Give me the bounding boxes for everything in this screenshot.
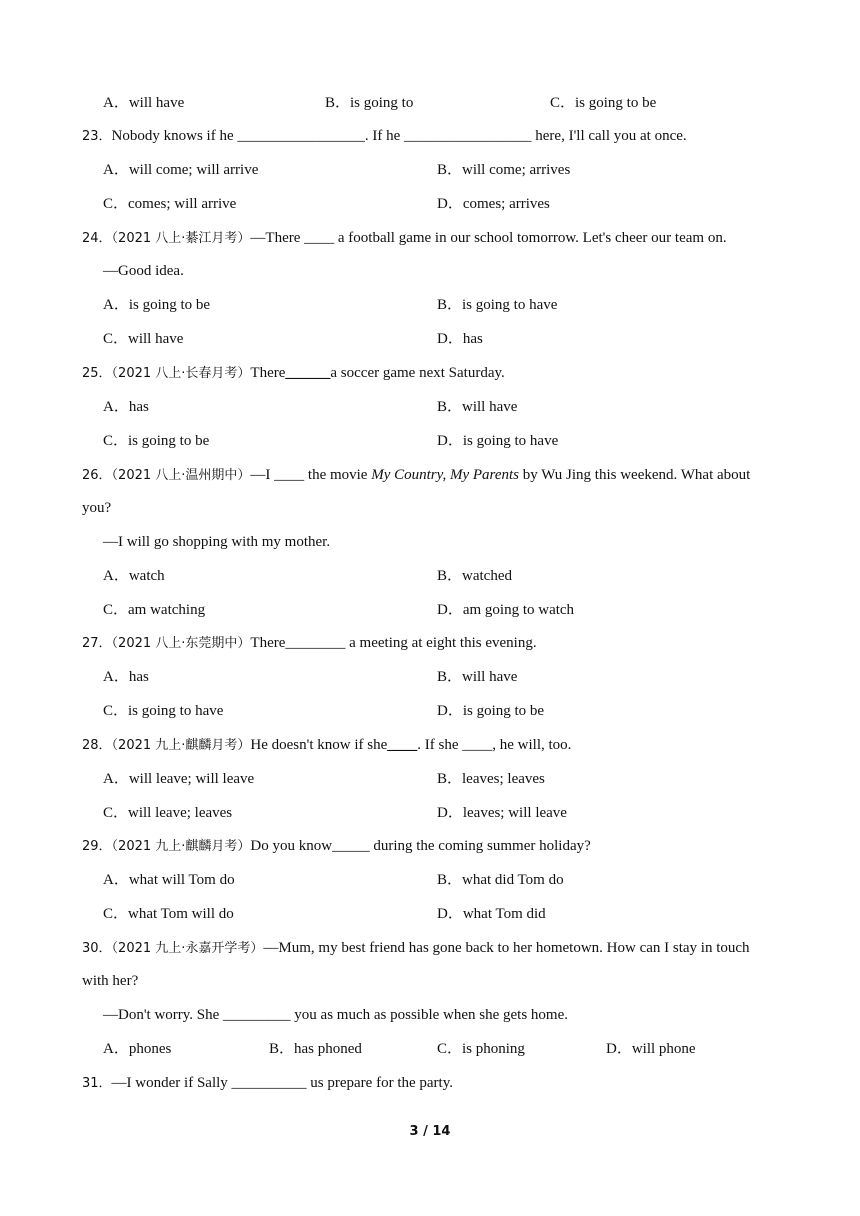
q28-source: （2021 九上·麒麟月考）: [111, 738, 251, 753]
q28-number: 28．: [82, 738, 112, 753]
q30-stem: [82, 938, 750, 958]
q30-option-a: A．phones: [103, 1041, 172, 1057]
q26-option-b: B．watched: [437, 568, 512, 584]
q28-option-b: B．leaves; leaves: [437, 771, 545, 787]
q24-stem: [82, 228, 727, 248]
q24-option-d: D．has: [437, 331, 483, 347]
q31-stem: [82, 1073, 453, 1093]
q25-text-post: a soccer game next Saturday.: [330, 365, 505, 381]
q28-option-a: A．will leave; will leave: [103, 771, 255, 787]
q25-option-d: D．is going to have: [437, 433, 559, 449]
q29-option-b: B．what did Tom do: [437, 872, 564, 888]
q24-option-c: C．will have: [103, 331, 184, 347]
q27-stem: [82, 633, 537, 653]
q30-option-d: D．will phone: [606, 1041, 696, 1057]
q26-reply: —I will go shopping with my mother.: [103, 534, 331, 550]
q30-text: —Mum, my best friend has gone back to her hometown. How can I stay in touch: [263, 940, 750, 956]
q26-option-d: D．am going to watch: [437, 602, 575, 618]
q27-option-d: D．is going to be: [437, 703, 545, 719]
q26-source: （2021 八上·温州期中）: [111, 468, 251, 483]
q28-stem: [82, 735, 571, 755]
q30-stem-continued: with her?: [82, 973, 139, 989]
q27-option-a: A．has: [103, 669, 149, 685]
page-number: 3 / 14: [409, 1124, 451, 1139]
q23-option-b: B．will come; arrives: [437, 162, 571, 178]
q25-option-b: B．will have: [437, 399, 518, 415]
q27-option-c: C．is going to have: [103, 703, 224, 719]
q29-source: （2021 九上·麒麟月考）: [111, 839, 251, 854]
q30-option-c: C．is phoning: [437, 1041, 525, 1057]
q31-number: 31．: [82, 1076, 112, 1091]
q29-option-a: A．what will Tom do: [103, 872, 235, 888]
q26-option-c: C．am watching: [103, 602, 206, 618]
q25-stem: [82, 363, 505, 383]
q22-option-b: B．is going to: [325, 95, 414, 111]
q24-option-a: A．is going to be: [103, 297, 211, 313]
q26-movie-title: My Country, My Parents: [371, 467, 519, 483]
q27-text: There________ a meeting at eight this evening.: [250, 635, 537, 651]
q28-option-d: D．leaves; will leave: [437, 805, 567, 821]
q23-text: Nobody knows if he _________________. If he _________________ here, I'll call you at once.: [111, 128, 687, 144]
q22-option-a: A．will have: [103, 95, 185, 111]
q25-option-c: C．is going to be: [103, 433, 210, 449]
q25-blank: ______: [285, 365, 331, 381]
q26-stem-continued: you?: [82, 500, 112, 516]
q27-number: 27．: [82, 636, 112, 651]
q26-text-post: by Wu Jing this weekend. What about: [519, 467, 751, 483]
q26-number: 26．: [82, 468, 112, 483]
q25-number: 25．: [82, 366, 112, 381]
q24-option-b: B．is going to have: [437, 297, 558, 313]
q23-option-a: A．will come; will arrive: [103, 162, 259, 178]
q28-text-pre: He doesn't know if she: [250, 737, 388, 753]
q29-option-c: C．what Tom will do: [103, 906, 234, 922]
q24-text: —There ____ a football game in our school tomorrow. Let's cheer our team on.: [250, 230, 727, 246]
q22-option-c: C．is going to be: [550, 95, 657, 111]
q30-reply: —Don't worry. She _________ you as much as possible when she gets home.: [103, 1007, 569, 1023]
q30-number: 30．: [82, 941, 112, 956]
q25-option-a: A．has: [103, 399, 149, 415]
q24-source: （2021 八上·綦江月考）: [111, 231, 251, 246]
q23-option-c: C．comes; will arrive: [103, 196, 237, 212]
q29-option-d: D．what Tom did: [437, 906, 546, 922]
q23-stem: [82, 126, 687, 146]
q30-option-b: B．has phoned: [269, 1041, 362, 1057]
q23-number: 23．: [82, 129, 112, 144]
q30-source: （2021 九上·永嘉开学考）: [111, 941, 264, 956]
q26-text-pre: —I ____ the movie: [250, 467, 372, 483]
q28-text-post: . If she ____, he will, too.: [417, 737, 572, 753]
q31-text: —I wonder if Sally __________ us prepare for the party.: [111, 1075, 453, 1091]
q28-option-c: C．will leave; leaves: [103, 805, 233, 821]
q26-stem: [82, 465, 750, 485]
q29-number: 29．: [82, 839, 112, 854]
q28-blank: ____: [387, 737, 418, 753]
q27-source: （2021 八上·东莞期中）: [111, 636, 251, 651]
q27-option-b: B．will have: [437, 669, 518, 685]
q25-text-pre: There: [250, 365, 286, 381]
q29-stem: [82, 836, 591, 856]
q24-number: 24．: [82, 231, 112, 246]
q24-reply: —Good idea.: [103, 263, 184, 279]
q23-option-d: D．comes; arrives: [437, 196, 550, 212]
q25-source: （2021 八上·长春月考）: [111, 366, 251, 381]
q26-option-a: A．watch: [103, 568, 165, 584]
q29-text: Do you know_____ during the coming summer holiday?: [250, 838, 591, 854]
